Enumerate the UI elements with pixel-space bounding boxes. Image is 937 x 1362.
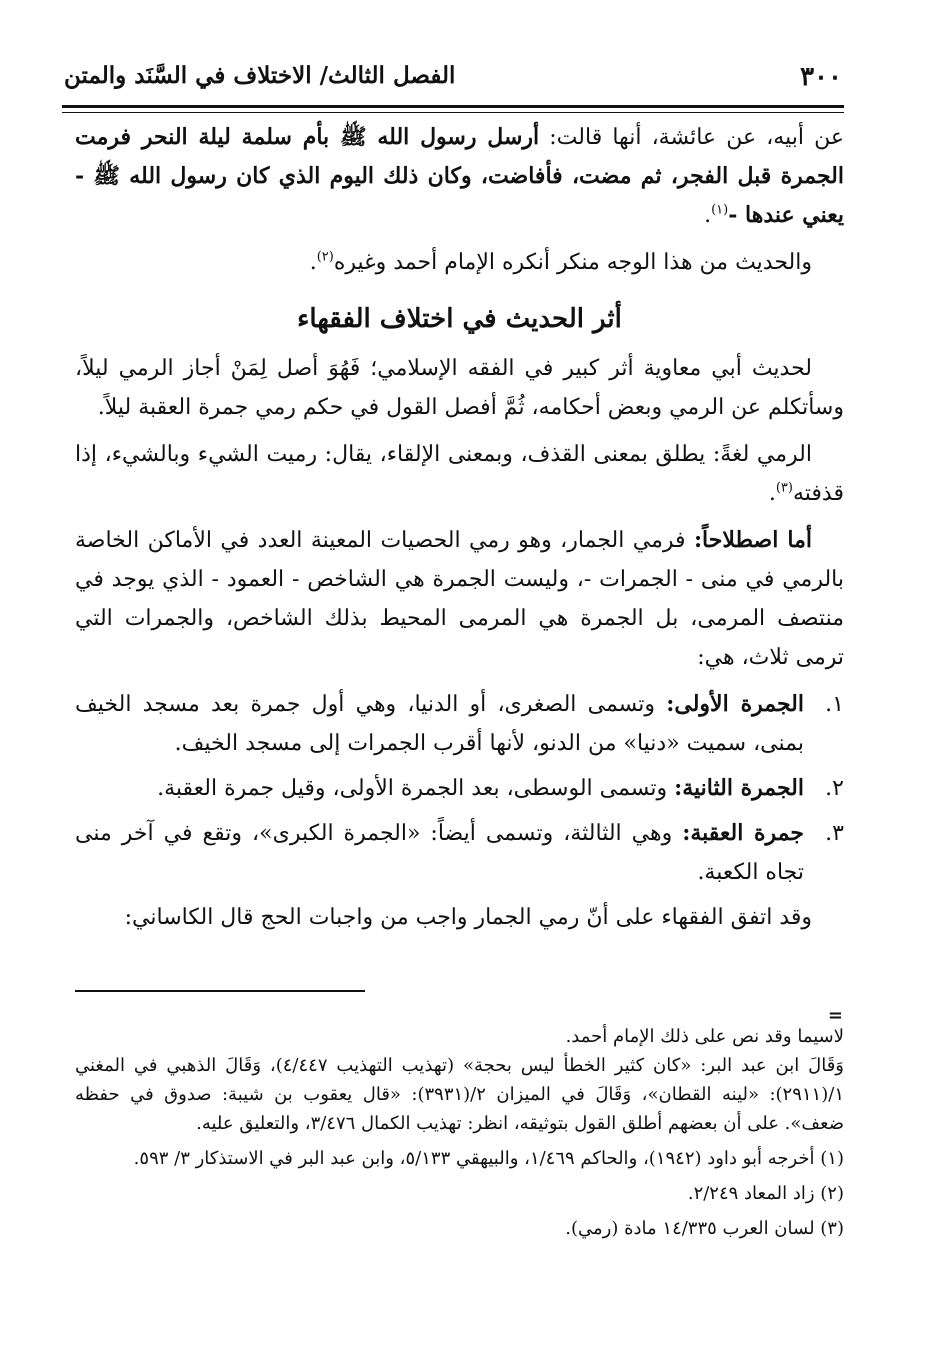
- list-item: [75, 814, 844, 892]
- list-lead: جمرة العقبة:: [682, 820, 804, 846]
- footnote-3: (٣) لسان العرب ١٤/٣٣٥ مادة (رمي).: [565, 1218, 844, 1239]
- paragraph-end: .: [309, 250, 317, 275]
- list-item: [75, 685, 844, 763]
- list-lead: الجمرة الأولى:: [666, 691, 804, 717]
- footnote-1: (١) أخرجه أبو داود (١٩٤٢)، والحاكم ١/٤٦٩، والبيهقي ٥/١٣٣، وابن عبد البر في الاستذكار ٣/ ٥٩٣.: [133, 1148, 844, 1169]
- footnote-ref-2: (٢): [316, 249, 334, 265]
- paragraph-technical: [75, 521, 844, 677]
- header-rule: [62, 105, 844, 108]
- paragraph-consensus: وقد اتفق الفقهاء على أنّ رمي الجمار واجب من واجبات الحج قال الكاساني:: [124, 905, 812, 930]
- list-number: ٢.: [825, 776, 844, 801]
- section-heading: أثر الحديث في اختلاف الفقهاء: [297, 304, 622, 334]
- body-text: [75, 118, 844, 945]
- footnote-2: (٢) زاد المعاد ٢/٢٤٩.: [687, 1183, 844, 1204]
- footnote-ref-1: (١): [711, 202, 729, 218]
- paragraph-end: .: [768, 481, 776, 506]
- list-number: ١.: [825, 692, 844, 717]
- paragraph-verdict: [75, 243, 844, 282]
- paragraph-text: والحديث من هذا الوجه منكر أنكره الإمام أحمد وغيره: [333, 250, 812, 275]
- footnotes: [75, 1022, 844, 1243]
- continuation-mark: =: [827, 1005, 843, 1026]
- list-text: [75, 685, 804, 763]
- footnote-continuation: وَقَالَ ابن عبد البر: «كان كثير الخطأ ليس بحجة» (تهذيب التهذيب ٤/٤٤٧)، وَقَالَ الذهبي في المغني ١/(٢٩١١): «لينه القطان»، وَقَالَ في الميزان ٢/(٣٩٣١): «قال يعقوب بن شيبة: صدوق في حفظه ضعف». على أن بعضهم أطلق القول بتوثيقه، انظر: تهذيب الكمال ٣/٤٧٦، والتعليق عليه.: [75, 1055, 844, 1134]
- list-item: [75, 769, 844, 808]
- paragraph-text: الرمي لغةً: يطلق بمعنى القذف، وبمعنى الإلقاء، يقال: رميت الشيء وبالشيء، إذا قذفته: [75, 442, 844, 506]
- page-number: ٣٠٠: [800, 62, 842, 92]
- paragraph-linguistic: [75, 435, 844, 513]
- paragraph-end: .: [704, 203, 712, 228]
- paragraph-hadith: [75, 118, 844, 235]
- running-title: الفصل الثالث/ الاختلاف في السَّنَد والمتن: [64, 62, 456, 89]
- list-body: وتسمى الصغرى، أو الدنيا، وهي أول جمرة بعد مسجد الخيف بمنى، سميت «دنيا» من الدنو، لأنها أقرب الجمرات إلى مسجد الخيف.: [75, 692, 804, 756]
- page-header: [62, 58, 844, 108]
- list-number: ٣.: [825, 821, 844, 846]
- paragraph-text: فرمي الجمار، وهو رمي الحصيات المعينة العدد في الأماكن الخاصة بالرمي في منى - الجمرات -، وليست الجمرة هي الشاخص - العمود - الذي يوجد في منتصف المرمى، بل الجمرة هي المرمى المحيط بذلك الشاخص، والجمرات التي ترمى ثلاث، هي:: [75, 528, 844, 670]
- footnote-ref-3: (٣): [775, 480, 793, 496]
- list-text: [75, 769, 804, 808]
- footnote-separator: [75, 990, 365, 992]
- header-rule-thin: [62, 112, 844, 113]
- list-text: [75, 814, 804, 892]
- footnote-continuation: لاسيما وقد نص على ذلك الإمام أحمد.: [565, 1026, 844, 1047]
- term-lead: أما اصطلاحاً:: [693, 527, 813, 553]
- list-body: وتسمى الوسطى، بعد الجمرة الأولى، وقيل جمرة العقبة.: [157, 776, 675, 801]
- hadith-quote: أرسل رسول الله ﷺ بأم سلمة ليلة النحر فرمت الجمرة قبل الفجر، ثم مضت، فأفاضت، وكان ذلك اليوم الذي كان رسول الله ﷺ - يعني عندها -: [75, 124, 844, 228]
- list-body: وهي الثالثة، وتسمى أيضاً: «الجمرة الكبرى»، وتقع في آخر منى تجاه الكعبة.: [75, 821, 804, 885]
- paragraph-text: عن أبيه، عن عائشة، أنها قالت:: [539, 125, 844, 150]
- list-lead: الجمرة الثانية:: [674, 775, 804, 801]
- paragraph-impact: لحديث أبي معاوية أثر كبير في الفقه الإسلامي؛ فَهُوَ أصل لِمَنْ أجاز الرمي ليلاً، وسأتكلم عن الرمي وبعض أحكامه، ثُمَّ أفصل القول في حكم رمي جمرة العقبة ليلاً.: [75, 356, 844, 420]
